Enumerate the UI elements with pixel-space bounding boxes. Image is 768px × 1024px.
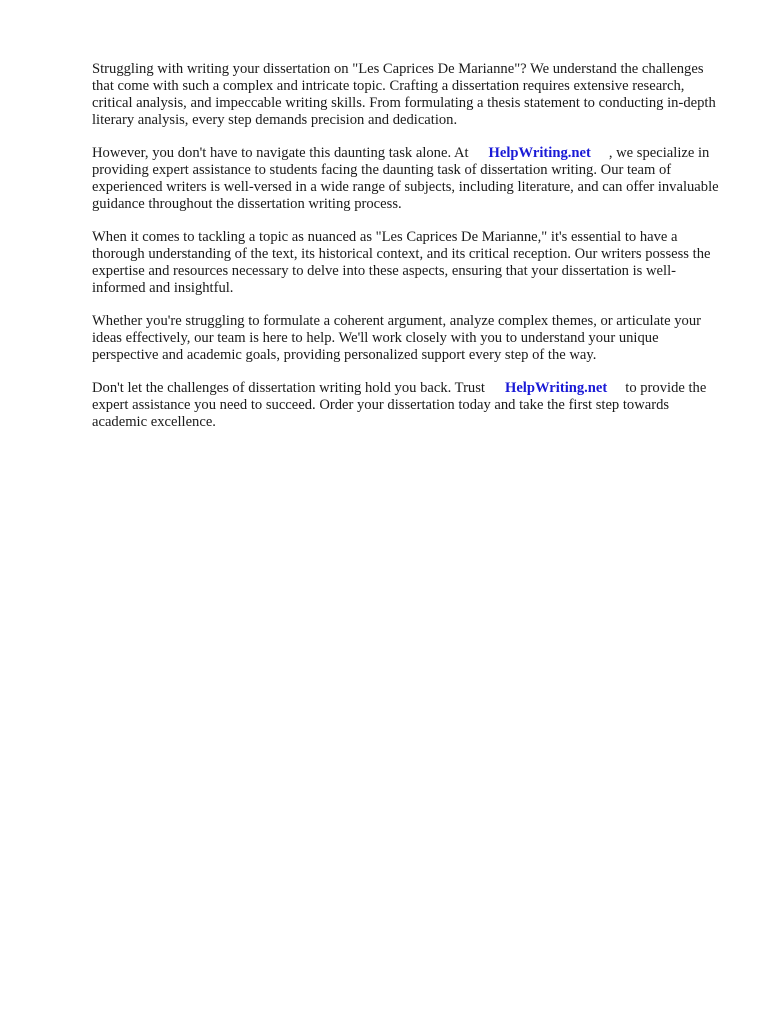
helpwriting-link-closing[interactable]: HelpWriting.net	[504, 380, 608, 396]
paragraph-assistance	[92, 145, 722, 213]
paragraph-assistance-text-before: However, you don't have to navigate this daunting task alone. At	[92, 145, 469, 161]
paragraph-closing-text-after: to provide the expert assistance you need to succeed. Order your dissertation today and take the first step towards academic excellence.	[92, 380, 707, 430]
helpwriting-link[interactable]: HelpWriting.net	[488, 145, 591, 161]
paragraph-understanding	[92, 229, 722, 297]
paragraph-closing	[92, 380, 722, 431]
paragraph-support-text: Whether you're struggling to formulate a coherent argument, analyze complex themes, or articulate your ideas effectively, our team is here to help. We'll work closely with you to understand your unique perspective and academic goals, providing personalized support every step of the way.	[92, 313, 701, 363]
paragraph-assistance-text-after: , we specialize in providing expert assistance to students facing the daunting task of dissertation writing. Our team of experienced writers is well-versed in a wide range of subjects, including literature, and can offer invaluable guidance throughout the dissertation writing process.	[92, 145, 719, 212]
paragraph-support	[92, 313, 722, 364]
paragraph-intro-text: Struggling with writing your dissertation on "Les Caprices De Marianne"? We understand the challenges that come with such a complex and intricate topic. Crafting a dissertation requires extensive research, critical analysis, and impeccable writing skills. From formulating a thesis statement to conducting in-depth literary analysis, every step demands precision and dedication.	[92, 61, 716, 128]
paragraph-closing-text-before: Don't let the challenges of dissertation writing hold you back. Trust	[92, 380, 485, 396]
paragraph-intro	[92, 61, 722, 129]
document-body	[92, 61, 722, 447]
paragraph-understanding-text: When it comes to tackling a topic as nuanced as "Les Caprices De Marianne," it's essential to have a thorough understanding of the text, its historical context, and its critical reception. Our writers possess the expertise and resources necessary to delve into these aspects, ensuring that your dissertation is well-informed and insightful.	[92, 229, 711, 296]
